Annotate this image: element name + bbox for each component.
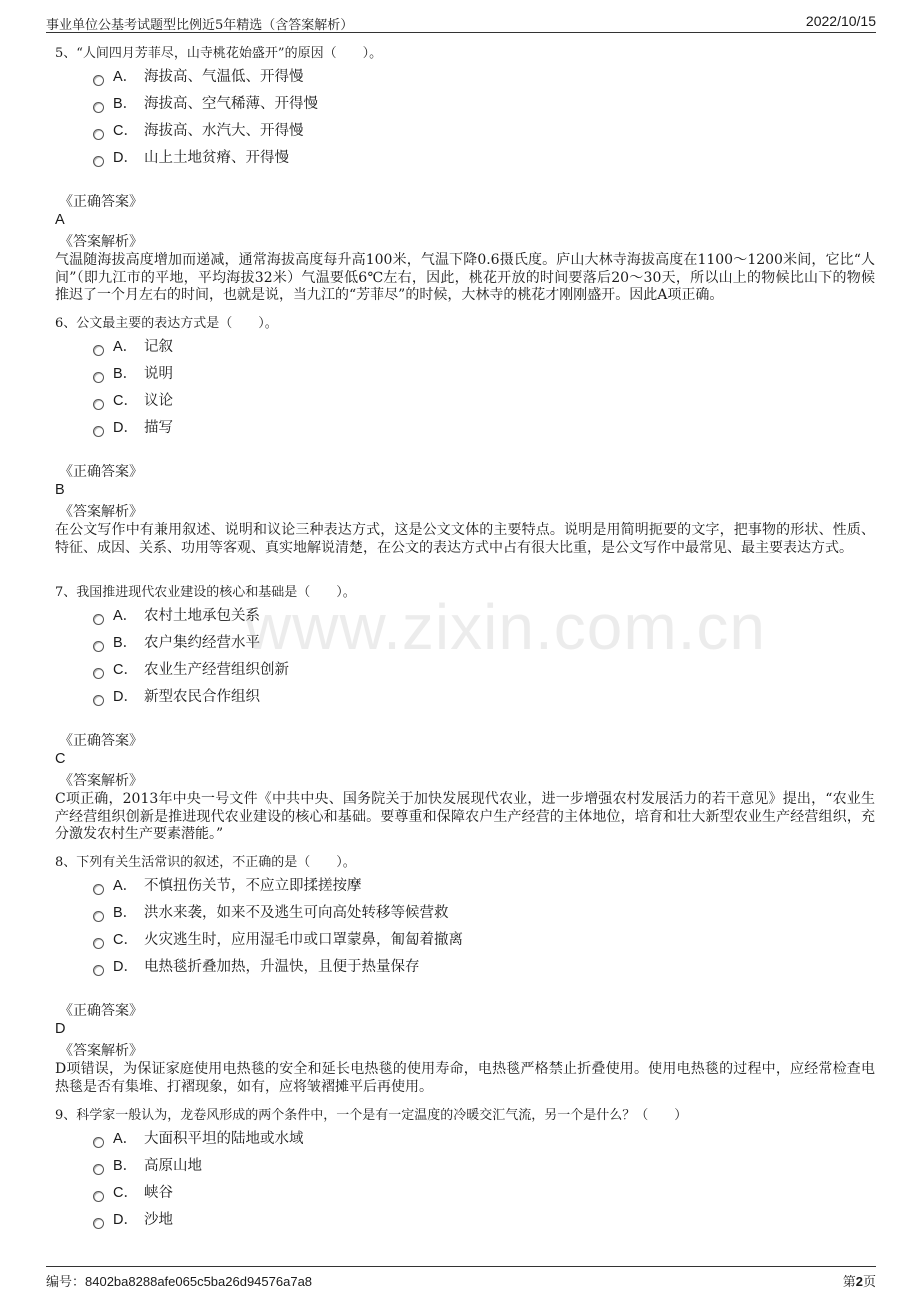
question-8 [55,853,876,1096]
option-b[interactable] [93,361,876,388]
explanation-text: 气温随海拔高度增加而递减，通常海拔高度每升高100米，气温下降0.6摄氏度。庐山大林寺海拔高度在1100～1200米间，它比“人间”（即九江市的平地，平均海拔32米）气温要低6℃左右，因此，桃花开放的时间要落后20～30天，所以山上的物候比山下的物候推迟了一个月左右的时间，也就是说，当九江的“芳菲尽”的时候，大林寺的桃花才刚刚盛开。因此A项正确。 [55,252,875,303]
option-text: 海拔高、空气稀薄、开得慢 [144,96,318,112]
option-b[interactable] [93,1153,876,1180]
option-letter: A． [113,1131,138,1147]
answer-label: 《正确答案》 [59,464,143,480]
document-code-label: 编号： [46,1275,86,1290]
option-text: 农业生产经营组织创新 [144,662,289,678]
explanation-label: 《答案解析》 [59,1043,143,1059]
document-title: 事业单位公基考试题型比例近5年精选（含答案解析） [46,18,354,33]
option-a[interactable] [93,873,876,900]
radio-button-icon[interactable] [93,965,104,976]
option-text: 电热毯折叠加热，升温快，且便于热量保存 [144,959,420,975]
option-d[interactable] [93,1207,876,1234]
option-text: 记叙 [144,339,173,355]
radio-button-icon[interactable] [93,1164,104,1175]
page-number [843,1271,876,1290]
radio-button-icon[interactable] [93,938,104,949]
radio-button-icon[interactable] [93,641,104,652]
option-letter: B． [113,905,138,921]
radio-button-icon[interactable] [93,911,104,922]
option-d[interactable] [93,415,876,442]
option-b[interactable] [93,900,876,927]
page-number-value: 2 [855,1274,863,1289]
option-d[interactable] [93,145,876,172]
option-d[interactable] [93,684,876,711]
option-letter: D． [113,689,138,705]
page-prefix: 第 [842,1275,856,1290]
document-code [46,1271,312,1290]
question-stem: 6、公文最主要的表达方式是（ ）。 [55,316,278,331]
question-6 [55,314,876,557]
radio-button-icon[interactable] [93,75,104,86]
explanation-text: C项正确，2013年中央一号文件《中共中央、国务院关于加快发展现代农业，进一步增强农村发展活力的若干意见》提出，“农业生产经营组织创新是推进现代农业建设的核心和基础。要尊重和保障农户生产经营的主体地位，培育和壮大新型农业生产经营组织，充分激发农村生产要素潜能。” [55,791,875,842]
option-text: 说明 [144,366,173,382]
radio-button-icon[interactable] [93,1218,104,1229]
answer-value: C [55,751,66,767]
radio-button-icon[interactable] [93,129,104,140]
question-5 [55,44,876,305]
page-header [46,12,876,33]
option-a[interactable] [93,603,876,630]
option-letter: A． [113,339,138,355]
option-letter: C． [113,123,138,139]
option-text: 山上土地贫瘠、开得慢 [144,150,289,166]
option-text: 农村土地承包关系 [144,608,260,624]
radio-button-icon[interactable] [93,1191,104,1202]
option-text: 海拔高、水汽大、开得慢 [144,123,304,139]
question-9 [55,1106,876,1234]
option-text: 海拔高、气温低、开得慢 [144,69,304,85]
option-letter: C． [113,662,138,678]
option-text: 洪水来袭，如来不及逃生可向高处转移等候营救 [144,905,449,921]
page-suffix: 页 [862,1275,876,1290]
option-text: 沙地 [144,1212,173,1228]
option-text: 大面积平坦的陆地或水域 [144,1131,304,1147]
option-a[interactable] [93,334,876,361]
explanation-text: D项错误，为保证家庭使用电热毯的安全和延长电热毯的使用寿命，电热毯严格禁止折叠使用。使用电热毯的过程中，应经常检查电热毯是否有集堆、打褶现象，如有，应将皱褶摊平后再使用。 [55,1061,875,1095]
radio-button-icon[interactable] [93,372,104,383]
question-stem: 5、“人间四月芳菲尽，山寺桃花始盛开”的原因（ ）。 [55,46,383,61]
answer-value: A [55,212,65,228]
radio-button-icon[interactable] [93,884,104,895]
option-text: 议论 [144,393,173,409]
option-b[interactable] [93,91,876,118]
option-text: 新型农民合作组织 [144,689,260,705]
option-text: 描写 [144,420,173,436]
document-code-value: 8402ba8288afe065c5ba26d94576a7a8 [85,1274,313,1289]
option-a[interactable] [93,1126,876,1153]
option-letter: B． [113,635,138,651]
answer-value: D [55,1021,66,1037]
option-text: 高原山地 [144,1158,202,1174]
option-text: 农户集约经营水平 [144,635,260,651]
option-c[interactable] [93,657,876,684]
radio-button-icon[interactable] [93,399,104,410]
question-stem: 8、下列有关生活常识的叙述，不正确的是（ ）。 [55,855,356,870]
option-c[interactable] [93,927,876,954]
option-letter: D． [113,1212,138,1228]
option-text: 火灾逃生时，应用湿毛巾或口罩蒙鼻，匍匐着撤离 [144,932,463,948]
explanation-text: 在公文写作中有兼用叙述、说明和议论三种表达方式，这是公文文体的主要特点。说明是用简明扼要的文字，把事物的形状、性质、特征、成因、关系、功用等客观、真实地解说清楚，在公文的表达方式中占有很大比重，是公文写作中最常见、最主要表达方式。 [55,522,875,556]
option-letter: D． [113,420,138,436]
radio-button-icon[interactable] [93,102,104,113]
radio-button-icon[interactable] [93,668,104,679]
question-stem: 9、科学家一般认为，龙卷风形成的两个条件中，一个是有一定温度的冷暖交汇气流，另一个是什么？（ ） [55,1108,688,1123]
radio-button-icon[interactable] [93,156,104,167]
option-letter: D． [113,959,138,975]
explanation-label: 《答案解析》 [59,504,143,520]
option-letter: D． [113,150,138,166]
option-c[interactable] [93,118,876,145]
page-footer [46,1266,876,1289]
option-letter: B． [113,366,138,382]
question-stem: 7、我国推进现代农业建设的核心和基础是（ ）。 [55,585,356,600]
option-a[interactable] [93,64,876,91]
question-7 [55,583,876,844]
watermark: www.zixin.com.cn [245,591,766,663]
radio-button-icon[interactable] [93,695,104,706]
option-d[interactable] [93,954,876,981]
option-letter: B． [113,96,138,112]
option-letter: A． [113,878,138,894]
radio-button-icon[interactable] [93,426,104,437]
option-b[interactable] [93,630,876,657]
radio-button-icon[interactable] [93,345,104,356]
answer-label: 《正确答案》 [59,733,143,749]
option-c[interactable] [93,1180,876,1207]
document-date: 2022/10/15 [805,13,876,29]
explanation-label: 《答案解析》 [59,773,143,789]
explanation-label: 《答案解析》 [59,234,143,250]
option-letter: C． [113,932,138,948]
option-text: 峡谷 [144,1185,173,1201]
option-letter: C． [113,1185,138,1201]
option-letter: A． [113,608,138,624]
option-letter: B． [113,1158,138,1174]
option-text: 不慎扭伤关节，不应立即揉搓按摩 [144,878,362,894]
answer-label: 《正确答案》 [59,1003,143,1019]
radio-button-icon[interactable] [93,1137,104,1148]
radio-button-icon[interactable] [93,614,104,625]
option-c[interactable] [93,388,876,415]
answer-value: B [55,482,65,498]
option-letter: C． [113,393,138,409]
option-letter: A． [113,69,138,85]
answer-label: 《正确答案》 [59,194,143,210]
